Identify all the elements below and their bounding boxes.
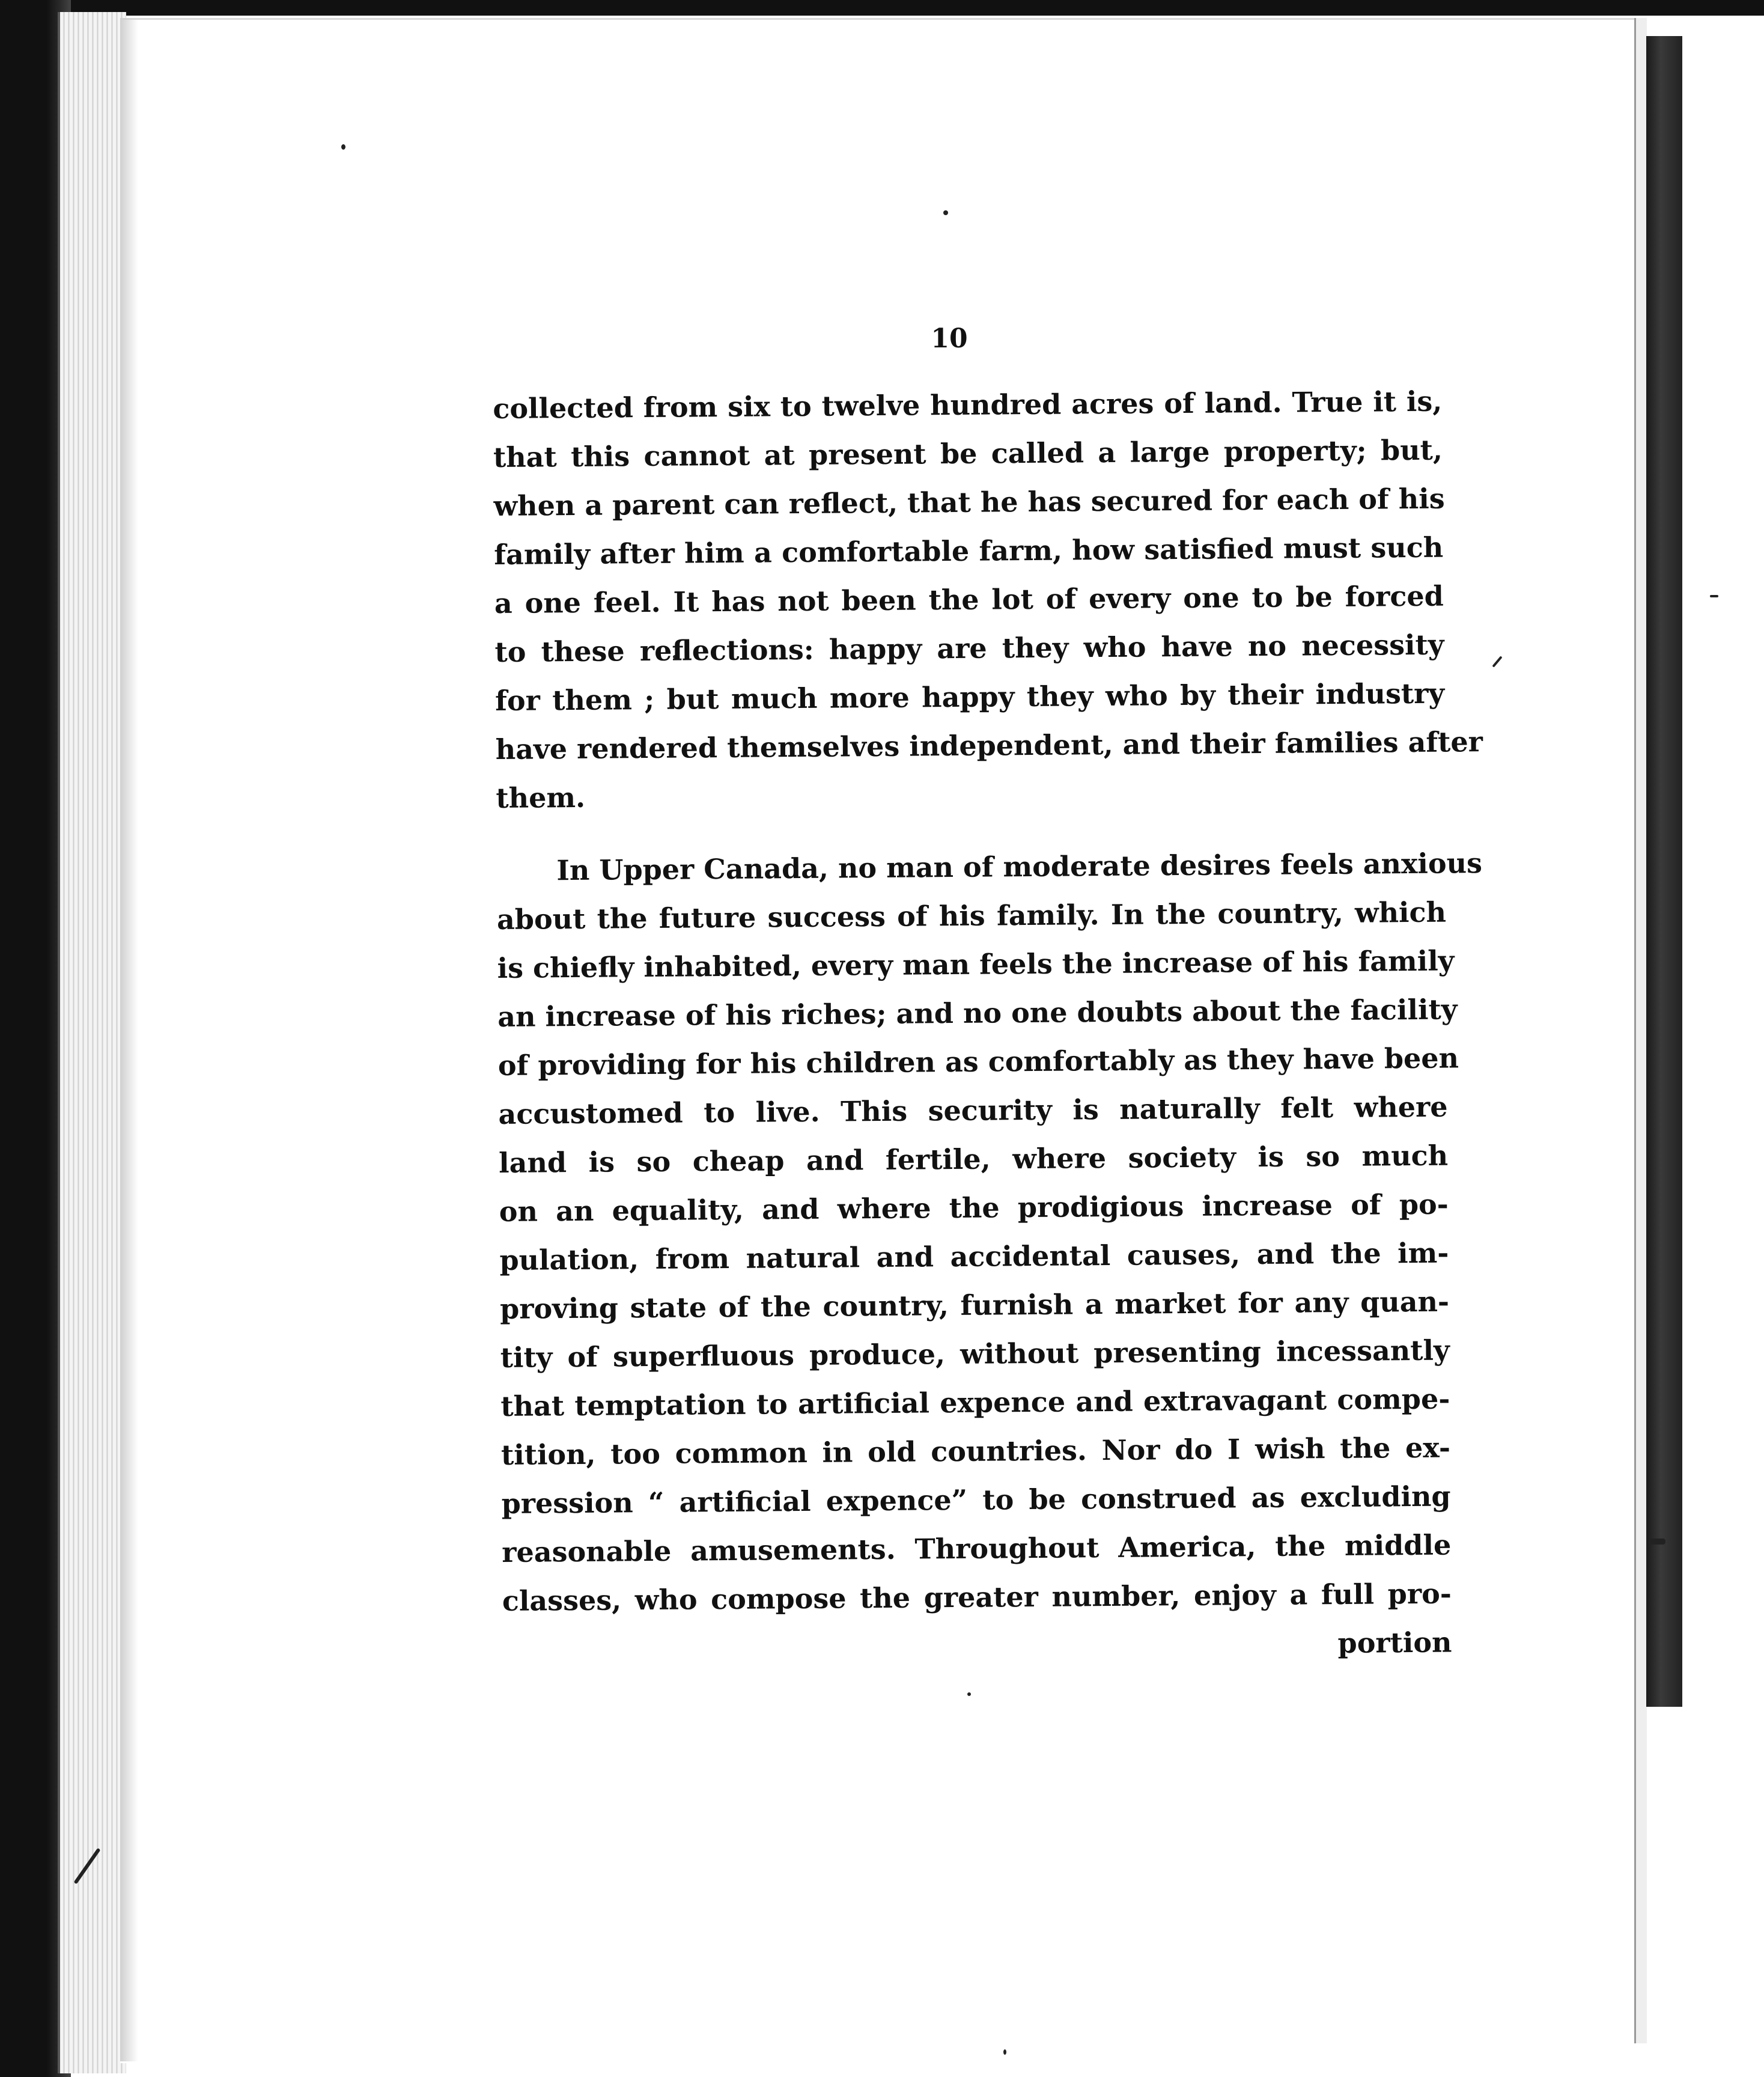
paper-speck xyxy=(341,144,345,150)
text-line: of providing for his children as comfortably as they have been xyxy=(497,1042,1459,1082)
body-text xyxy=(493,377,1483,1674)
text-line: proving state of the country, furnish a market for any quan- xyxy=(499,1285,1450,1325)
text-line: that temptation to artificial expence and extravagant compe- xyxy=(500,1382,1450,1423)
text-line: to these reflections: happy are they who have no necessity xyxy=(494,628,1444,668)
text-line: an increase of his riches; and no one doubts about the facility xyxy=(497,993,1458,1033)
text-line: when a parent can reflect, that he has secured for each of his xyxy=(493,482,1445,522)
text-line: have rendered themselves independent, and their families after xyxy=(495,725,1483,766)
text-line: them. xyxy=(496,781,586,814)
text-line: for them ; but much more happy they who by their industry xyxy=(494,677,1445,717)
text-line: collected from six to twelve hundred acres of land. True it is, xyxy=(493,385,1443,425)
paper-speck xyxy=(943,210,948,215)
gutter-shadow xyxy=(120,18,138,2061)
text-line: that this cannot at present be called a large property; but, xyxy=(493,433,1443,474)
text-line: reasonable amusements. Throughout America, the middle xyxy=(502,1528,1452,1569)
text-line: about the future success of his family. In the country, which xyxy=(496,895,1447,936)
scanner-background-top xyxy=(0,0,1764,16)
paper-speck xyxy=(1710,595,1718,597)
text-line: on an equality, and where the prodigious increase of po- xyxy=(499,1188,1449,1228)
paper-speck xyxy=(1003,2049,1006,2055)
paper-speck xyxy=(967,1692,971,1696)
paragraph-1 xyxy=(493,377,1483,823)
text-line: a one feel. It has not been the lot of every one to be forced xyxy=(494,579,1444,620)
text-line: land is so cheap and fertile, where society is so much xyxy=(498,1139,1449,1179)
text-line: accustomed to live. This security is naturally felt where xyxy=(498,1090,1448,1130)
paper-speck xyxy=(1649,1539,1665,1545)
catchword: portion xyxy=(1337,1626,1452,1660)
text-line: is chiefly inhabited, every man feels the increase of his family xyxy=(497,944,1455,984)
text-line: tition, too common in old countries. Nor do I wish the ex- xyxy=(500,1431,1451,1471)
text-line: family after him a comfortable farm, how satisfied must such xyxy=(494,531,1444,571)
facing-page-edge xyxy=(1634,18,1647,2043)
text-line: classes, who compose the greater number, enjoy a full pro- xyxy=(502,1577,1452,1617)
text-line: tity of superfluous produce, without presenting incessantly xyxy=(500,1334,1450,1374)
text-line: pulation, from natural and accidental causes, and the im- xyxy=(499,1236,1449,1276)
page-number: 10 xyxy=(931,323,968,354)
text-line: In Upper Canada, no man of moderate desires feels anxious xyxy=(556,847,1483,887)
paragraph-2 xyxy=(496,840,1483,1674)
text-line: pression “ artificial expence” to be construed as excluding xyxy=(501,1480,1451,1520)
scanner-background-right xyxy=(1646,36,1682,1707)
book-page-edges xyxy=(58,12,126,2073)
